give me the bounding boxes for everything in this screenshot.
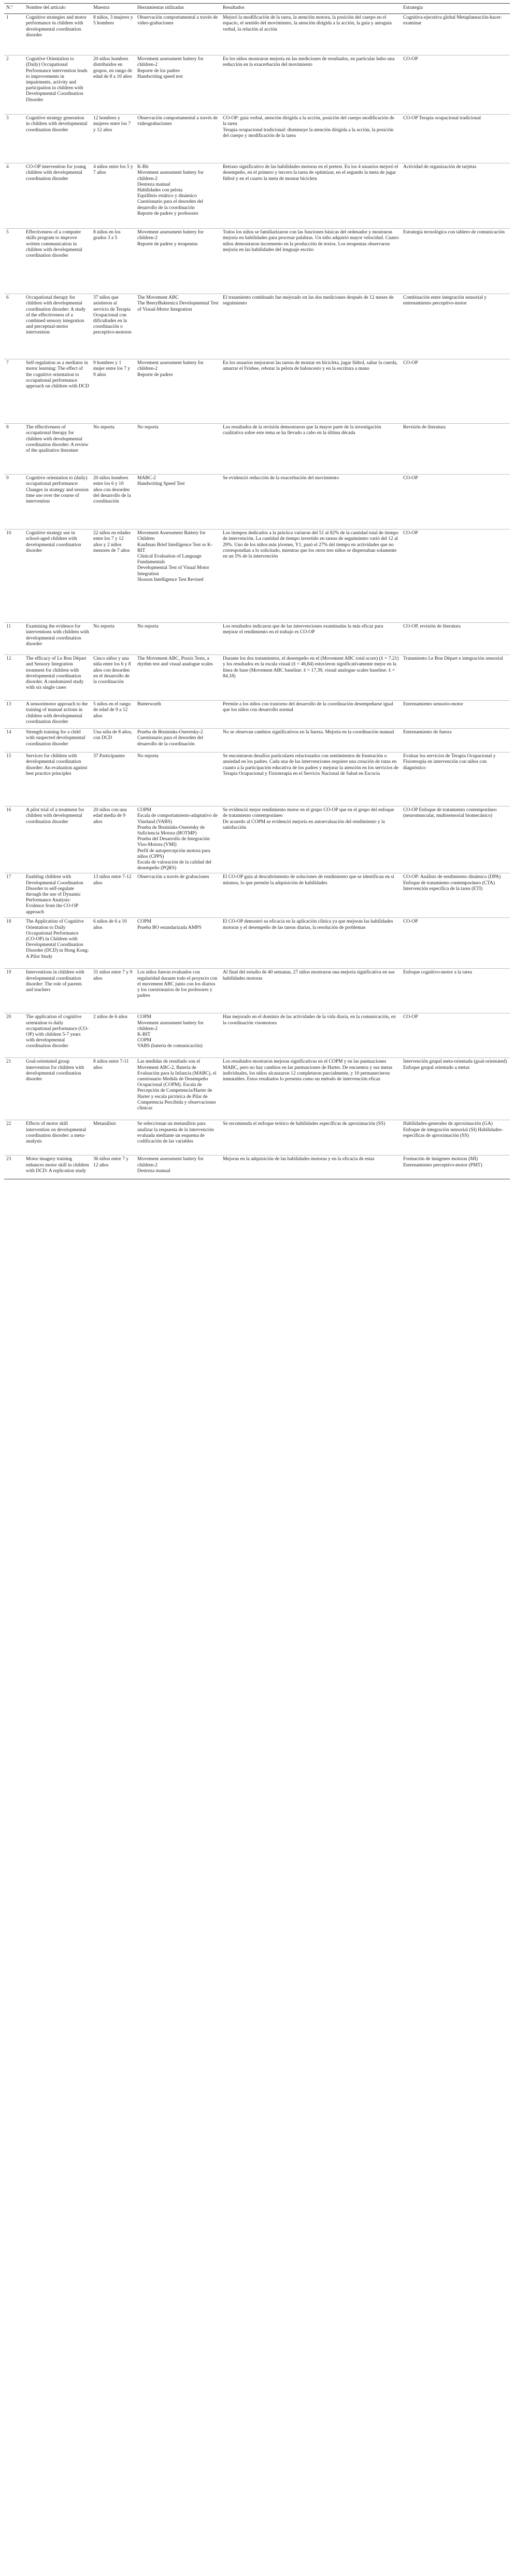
tools [135,359,221,424]
strategy: Actividad de organización de tarjetas [401,163,510,229]
tools-line: Destreza manual [137,182,170,187]
tools-line: Observación comportamental a través de videograbaciones [137,116,218,127]
strategy: Entrenamiento de fuerza [401,729,510,753]
results-line: Se evidenció mejor rendimiento motor en el grupo CO-OP que en el grupo del enfoque de tratamiento contemporáneo [223,807,394,819]
tools-line: The Movement ABC, Praxis Tests, a rhythm test and visual analogue scales [137,656,213,667]
header-number: N.º [4,4,24,14]
table-row [4,55,510,115]
row-number: 10 [4,530,24,623]
tools-line: No reporta [137,754,159,759]
tools [135,873,221,918]
tools-line: Equilibrio estático y dinámico [137,193,197,199]
results [221,623,401,655]
article-name: Effectiveness of a computer skills program to improve written communication in children with developmental coordination disorder [24,229,91,294]
article-name: Cognitive strategy generation in children with developmental coordination disorder [24,115,91,163]
strategy: CO-OP [401,475,510,530]
row-number: 12 [4,655,24,701]
sample: 9 hombres y 1 mujer entre los 7 y 9 años [91,359,135,424]
article-name: The efficacy of Le Bon Départ and Sensory Integration treatment for children with developmental coordination disorder. A randomized study with six single cases [24,655,91,701]
results [221,969,401,1013]
table-header [4,4,510,14]
sample: 8 niños, 3 mujeres y 5 hombres [91,14,135,55]
table-row [4,424,510,475]
row-number: 14 [4,729,24,753]
table-row [4,655,510,701]
results-line: Se evidenció reducción de la exacerbación del movimiento [223,476,339,481]
table-row [4,115,510,163]
sample: 8 niños en los grados 3 a 5 [91,229,135,294]
tools [135,475,221,530]
row-number: 4 [4,163,24,229]
sample: No reporta [91,623,135,655]
row-number: 19 [4,969,24,1013]
results [221,163,401,229]
tools-line: Prueba BO estandarizada AMPS [137,925,202,930]
tools-line: COPM [137,807,151,813]
results [221,918,401,969]
tools-line: Movement Assessment Battery for Children [137,531,206,542]
tools [135,655,221,701]
article-name: The Application of Cognitive Orientation to Daily Occupational Performance (CO-OP) in Children with Developmental Coordination Disorder (DCD) in Hong Kong: A Pilot Study [24,918,91,969]
tools [135,1013,221,1058]
tools [135,55,221,115]
row-number: 1 [4,14,24,55]
table-container [4,3,510,1179]
sample: 5 niños en el rango de edad de 9 a 12 años [91,701,135,729]
header-strategy: Estrategia [401,4,510,14]
tools-line: Reporte de padres y profesores [137,211,198,216]
tools-line: Movement assessment battery for children-2 [137,230,204,241]
tools [135,1058,221,1120]
article-name: Occupational therapy for children with developmental coordination disorder: A study of the effectiveness of a combined sensory integration and perceptual-motor intervention [24,294,91,359]
strategy: Enfoque cognitivo-motor a la tarea [401,969,510,1013]
articles-table [4,3,510,1179]
sample: 20 niños hombres entre los 6 y 10 años con desorden del desarrollo de la coordinación [91,475,135,530]
header-tools: Herramientas utilizadas [135,4,221,14]
results-line: Permite a los niños con trastorno del desarrollo de la coordinación desempeñarse igual que los niños con desarrollo normal [223,702,393,713]
tools-line: Reporte de los padres [137,68,180,74]
header-article-name: Nombre del artículo [24,4,91,14]
results [221,229,401,294]
row-number: 18 [4,918,24,969]
results [221,806,401,873]
results [221,701,401,729]
tools-line: Habilidades con pelota [137,188,183,193]
article-name: Cognitive Orientation to (Daily) Occupational Performance intervention leads to improvements in impairments, activity and participation in children with Developmental Coordination Disorder [24,55,91,115]
row-number: 21 [4,1058,24,1120]
tools-line: No reporta [137,425,159,430]
article-name: Services for children with developmental coordination disorder: An evaluation against best practice principles [24,753,91,806]
table-row [4,1155,510,1179]
results [221,873,401,918]
strategy: Evaluar los servicios de Terapia Ocupacional y Fisioterapia en intervención con niños con diagnóstico [401,753,510,806]
sample: 4 niños entre los 5 y 7 años [91,163,135,229]
tools-line: Movement assessment battery for children-2 [137,1020,204,1032]
row-number: 15 [4,753,24,806]
results-line: CO-OP: guía verbal, atención dirigida a la acción, posición del cuerpo modificación de la tarea [223,116,394,127]
tools-line: K-Bit [137,164,149,170]
strategy: CO-OP, revisión de literatura [401,623,510,655]
article-name: CO-OP intervention for young children with developmental coordination disorder [24,163,91,229]
sample: 6 niños de 6 a 10 años [91,918,135,969]
results [221,753,401,806]
results-line: Se encontraron desafíos particulares relacionados con sentimientos de frustración o ansiedad en los padres. Cada una de las intervenciones requiere una creación de rutas en cuanto a la participación educativa de los padres y mejorar la atención en los servicios de Terapia Ocupacional y Fisioterapia en el Servicio Nacional de Salud en Escocia [223,754,398,776]
row-number: 23 [4,1155,24,1179]
sample: 20 niños con una edad media de 9 años [91,806,135,873]
strategy: CO-OP [401,530,510,623]
results-line: Los resultados de la revisión demostraron que la mayor parte de la investigación cualitativa sobre este tema se ha llevado a cabo en la última década [223,425,381,436]
tools-line: Developmental Test of Visual Motor Integration [137,565,209,577]
tools-line: VABS (batería de comunicación) [137,1043,203,1049]
table-row [4,969,510,1013]
table-row [4,163,510,229]
table-row [4,14,510,55]
results-line: Los resultados mostraron mejoras significativas en el COPM y en las puntuaciones MABC, pero no hay cambios en las puntuaciones de Harter. De encuentra y sus metas individuales, los niños alcanzaron 12 completaron parcialmente, y 10 permanecieron inmutables. Estos resultados lo presenta como un método de intervención eficaz [223,1059,393,1082]
row-number: 6 [4,294,24,359]
tools-line: Las medidas de resultado son el Movement ABC-2, Batería de Evaluación para la Infancia (MABC), el cuestionario Medida de Desempeño Ocupacional (COPM). Escala de Percepción de Competencia/Harter de Harter y escala pictórica de Pilar de Competencia Percibida y observaciones clínicas [137,1059,217,1111]
results-line: Mejoró la modificación de la tarea, la atención motora, la posición del cuerpo en el espacio, el sentido del movimiento, la atención dirigida a la acción, la guía y autoguía verbal, la relación al acción [223,15,392,32]
article-name: Examining the evidence for interventions with children with developmental coordination disorder [24,623,91,655]
results [221,1058,401,1120]
row-number: 17 [4,873,24,918]
tools-line: Reporte de padres [137,372,173,378]
tools [135,163,221,229]
sample: Metanálisis [91,1120,135,1155]
tools-line: Clinical Evaluation of Language Fundamentals [137,554,202,565]
table-row [4,873,510,918]
results-line: Terapia ocupacional tradicional: disminuye la atención dirigida a la acción, la posición del cuerpo y modificación de la tarea [223,127,394,138]
article-name: Enabling children with Developmental Coordination Disorder to self-regulate through the use of Dynamic Performance Analysis: Evidence from the CO-OP approach [24,873,91,918]
strategy: Estrategia tecnológica con tablero de comunicación [401,229,510,294]
table-row [4,1120,510,1155]
article-name: A sensorimotor approach to the training of manual actions in children with developmental coordination disorder [24,701,91,729]
row-number: 2 [4,55,24,115]
article-name: A pilot trial of a treatment for children with developmental coordination disorder [24,806,91,873]
strategy: Revisión de literatura [401,424,510,475]
tools [135,229,221,294]
tools-line: Cuestionario para el desorden del desarrollo de la coordinación [137,199,204,211]
row-number: 20 [4,1013,24,1058]
results [221,655,401,701]
row-number: 7 [4,359,24,424]
results-line: Durante los dos tratamientos, el desempeño en el (Movement ABC total score) (x̄ = 7.21) y los resultados en la escala visual (x̄ = 46,84) estuvieron significativamente mejor en la línea de base (Movement ABC baseline: x̄ = 17,39, visual analogue scales baseline: x̄ = 84,18) [223,656,399,679]
tools-line: Handwriting speed test [137,74,183,79]
article-name: The effectiveness of occupational therapy for children with developmental coordination disorder: A review of the qualitative literature [24,424,91,475]
results-line: Han mejorado en el dominio de las actividades de la vida diaria, en la comunicación, en la coordinación visomotora [223,1014,396,1026]
table-row [4,294,510,359]
tools [135,1155,221,1179]
results [221,115,401,163]
results [221,55,401,115]
results-line: Los tiempos dedicados a la práctica variaron del 51 al 82% de la cantidad total de tiempo de intervención. La cantidad de tiempo invertido en tareas de seguimiento varió del 12 al 29%. Uno de los niños más jóvenes, Y1, pasó el 27% del tiempo en actividades que no correspondían a lo solicitado, mientras que los otros tres niños se dispersaban solamente en un 5% de la intervención [223,531,398,560]
tools [135,753,221,806]
row-number: 5 [4,229,24,294]
results-line: En los usuarios mejoraron las tareas de montar en bicicleta, jugar fútbol, saltar la cuerda, amarrar el Frisbee, rebotar la pelota de baloncesto y en la escritura a mano [223,360,398,372]
table-row [4,806,510,873]
tools-line: Prueba de Bruininks-Oseretsky de Suficiencia Motora (BOTMP) [137,825,205,837]
row-number: 11 [4,623,24,655]
tools-line: Prueba de Bruininks-Oseretsky-2 [137,730,203,735]
tools-line: Escala de valoración de la calidad del desempeño (PQRS) [137,860,211,871]
results [221,475,401,530]
sample: 12 hombres y mujeres entre los 7 y 12 años [91,115,135,163]
article-name: Cognitive strategy use in school-aged children with developmental coordination disorder [24,530,91,623]
tools-line: No reporta [137,624,159,630]
row-number: 3 [4,115,24,163]
strategy: CO-OP [401,918,510,969]
table-body [4,14,510,1179]
tools-line: Perfil de autopercepción motora para niños (CPPS) [137,848,210,859]
row-number: 13 [4,701,24,729]
strategy: CO-OP: Análisis de rendimiento dinámico (DPA) Enfoque de tratamiento contemporáneo (CTA) Intervención específica de la tarea (ETI) [401,873,510,918]
strategy: CO-OP Enfoque de tratamiento contemporáneo (neuromuscular, multisensorial biomecánico) [401,806,510,873]
strategy: Cognitiva-ejecutiva global Metaplaneación-hacer-examinar [401,14,510,55]
tools-line: The BeeryBuktenica Developmental Test of Visual-Motor Integration [137,301,219,312]
tools-line: MABC-2 [137,476,156,481]
tools [135,969,221,1013]
sample: 13 niños entre 7-12 años [91,873,135,918]
article-name: Interventions in children with developmental coordination disorder: The role of parents and teachers [24,969,91,1013]
results-line: Todos los niños se familiarizaron con las funciones básicas del ordenador y mostraron mejoría en habilidades para procesar palabras. Un niño adquirió mayor velocidad. Cuatro niños demostraron incremento en la producción de textos. Los terapeutas observaron mejoría en las habilidades del lenguaje escrito [223,230,399,253]
results [221,1120,401,1155]
results-line: Retraso significativo de las habilidades motoras en el pretest. En los 4 usuarios mejoró el desempeño, en el primero y tercero la tarea de optimizar, en el segundo la meta de jugar fútbol y en el cuarto la meta de montar bicicleta [223,164,398,182]
tools [135,806,221,873]
results-line: Al final del estudio de 40 semanas, 27 niños mostraron una mejoría significativa en sus habilidades motoras [223,970,395,981]
tools-line: Destreza manual [137,1168,170,1174]
tools [135,701,221,729]
header-row [4,4,510,14]
sample: 2 niños de 6 años [91,1013,135,1058]
sample: 37 niños que asistieron al servicio de Terapia Ocupacional con dificultades en la coordinación o perceptivo-motores [91,294,135,359]
table-row [4,729,510,753]
tools-line: Movement assessment battery for children-2 [137,57,204,68]
row-number: 16 [4,806,24,873]
article-name: Motor imagery training enhances motor skill in children with DCD: A replication study [24,1155,91,1179]
tools-line: Observación comportamental a través de vídeo-grabaciones [137,15,218,26]
strategy: CO-OP [401,1013,510,1058]
tools-line: Movement assessment battery for children-2 [137,1157,204,1168]
strategy: Intervención grupal meta-orientada (goal-orientated) Enfoque grupal orientado a metas [401,1058,510,1120]
strategy: CO-OP [401,55,510,115]
results-line: Los resultados indicaron que de las intervenciones examinadas la más eficaz para mejorar el rendimiento en el trabajo es CO-OP [223,624,383,635]
tools-line: COPM [137,919,151,925]
results [221,1013,401,1058]
article-name: Cognitive strategies and motor performance in children with developmental coordination disorder [24,14,91,55]
tools [135,918,221,969]
sample: 37 Participantes [91,753,135,806]
results-line: El tratamiento combinado fue mejorado en las dos mediciones después de 12 meses de seguimiento [223,295,394,307]
tools [135,115,221,163]
results-line: Mejoras en la adquisición de las habilidades motoras y en la eficacia de estas [223,1157,375,1162]
tools [135,14,221,55]
results-line: El CO-OP demostró su eficacia en la aplicación clínica ya que mejoran las habilidades motoras y el desempeño de las tareas diarias, la resolución de problemas [223,919,393,930]
results [221,530,401,623]
results [221,14,401,55]
results [221,424,401,475]
tools-line: Slosson Intelligence Test Revised [137,577,204,582]
article-name: Goal-orientated group intervention for children with developmental coordination disorder [24,1058,91,1120]
tools-line: COPM [137,1038,151,1043]
sample: 31 niños entre 7 y 9 años [91,969,135,1013]
results [221,1155,401,1179]
tools-line: Observación a través de grabaciones [137,874,209,880]
strategy: Habilidades-generales de aproximación (GA) Enfoque de integración sensorial (SI) Habilidades-específicas de aproximación (SS) [401,1120,510,1155]
tools [135,424,221,475]
table-row [4,753,510,806]
results [221,359,401,424]
tools-line: Movement assessment battery for children-2 [137,170,204,182]
row-number: 9 [4,475,24,530]
sample: 8 niños entre 7-11 años [91,1058,135,1120]
table-row [4,1013,510,1058]
table-row [4,701,510,729]
sample: 20 niños hombres distribuidos en grupos, en rango de edad de 8 a 10 años [91,55,135,115]
tools-line: Reporte de padres y terapeutas [137,241,198,247]
article-name: Self-regulation as a mediator in motor learning: The effect of the cognitive orientation to occupational performance approach on children with DCD [24,359,91,424]
results-line: No se observan cambios significativos en la fuerza. Mejoría en la coordinación manual [223,730,394,735]
results-line: En los niños mostraron mejoría en las mediciones de resultados, en particular hubo una reducción en la exacerbación del movimiento [223,57,395,68]
article-name: Cognitive orientation to (daily) occupational performance: Changes in strategy and session time use over the course of intervention [24,475,91,530]
table-row [4,530,510,623]
table-row [4,623,510,655]
tools-line: Handwriting Speed Test [137,481,185,487]
tools-line: The Movement ABC [137,295,179,301]
table-row [4,475,510,530]
sample: Cinco niños y una niña entre los 6 y 8 años con desorden en el desarrollo de la coordinación [91,655,135,701]
article-name: Effects of motor skill intervention on developmental coordination disorder: a meta-analysis [24,1120,91,1155]
tools [135,294,221,359]
tools-line: K-BIT [137,1032,151,1038]
strategy: Entrenamiento sensorio-motor [401,701,510,729]
article-name: Strength training for a child with suspected developmental coordination disorder [24,729,91,753]
strategy: CO-OP Terapia ocupacional tradicional [401,115,510,163]
table-row [4,359,510,424]
tools [135,530,221,623]
results [221,729,401,753]
tools-line: COPM [137,1014,151,1020]
tools-line: Movement assessment battery for children-2 [137,360,204,372]
tools-line: Cuestionario para el desorden del desarrollo de la coordinación [137,735,204,747]
results-line: El CO-OP guía al descubrimiento de soluciones de rendimiento que se identifican en sí mismos, lo que permite la adquisición de habilidades [223,874,394,886]
strategy: Tratamiento Le Bon Départ e integración sensorial [401,655,510,701]
table-row [4,1058,510,1120]
results-line: De acuerdo al COPM se evidenció mejoría en autoevaluación del rendimiento y la satisfacción [223,819,385,830]
tools-line: Butterworth [137,702,161,707]
results [221,294,401,359]
tools [135,1120,221,1155]
sample: 22 niños en edades entre los 7 y 12 años y 2 niños menores de 7 años [91,530,135,623]
tools-line: Se seleccionan un metanálisis para analizar la respuesta de la intervención evaluada mediante un esquema de codificación de las variables [137,1121,214,1145]
tools-line: Prueba del Desarrollo de Integración Viso-Motora (VMI) [137,837,210,848]
tools [135,729,221,753]
tools-line: Escala de comportamiento-adaptativo de Vineland (VABS) [137,813,218,825]
sample: 36 niños entre 7 y 12 años [91,1155,135,1179]
header-results: Resultados [221,4,401,14]
article-name: The application of cognitive orientation to daily occupational performance (CO-OP) with children 5-7 years with developmental coordination disorder [24,1013,91,1058]
tools [135,623,221,655]
sample: No reporta [91,424,135,475]
table-row [4,229,510,294]
header-sample: Muestra [91,4,135,14]
strategy: Formación de imágenes motoras (MI) Entrenamiento perceptivo-motor (PMT) [401,1155,510,1179]
tools-line: Los niños fueron evaluados con regularidad durante todo el proyecto con el movement ABC junto con los diarios y los cuestionarios de los profesores y padres [137,970,218,999]
row-number: 22 [4,1120,24,1155]
row-number: 8 [4,424,24,475]
tools-line: Kaufman Brief Intelligence Test or K-BIT [137,542,213,553]
results-line: Se recomienda el enfoque teórico de habilidades específicas de aproximación (SS) [223,1121,386,1127]
strategy: CO-OP [401,359,510,424]
strategy: Combinación entre integración sensorial y entrenamiento perceptivo-motor [401,294,510,359]
sample: Una niña de 8 años, con DCD [91,729,135,753]
table-row [4,918,510,969]
